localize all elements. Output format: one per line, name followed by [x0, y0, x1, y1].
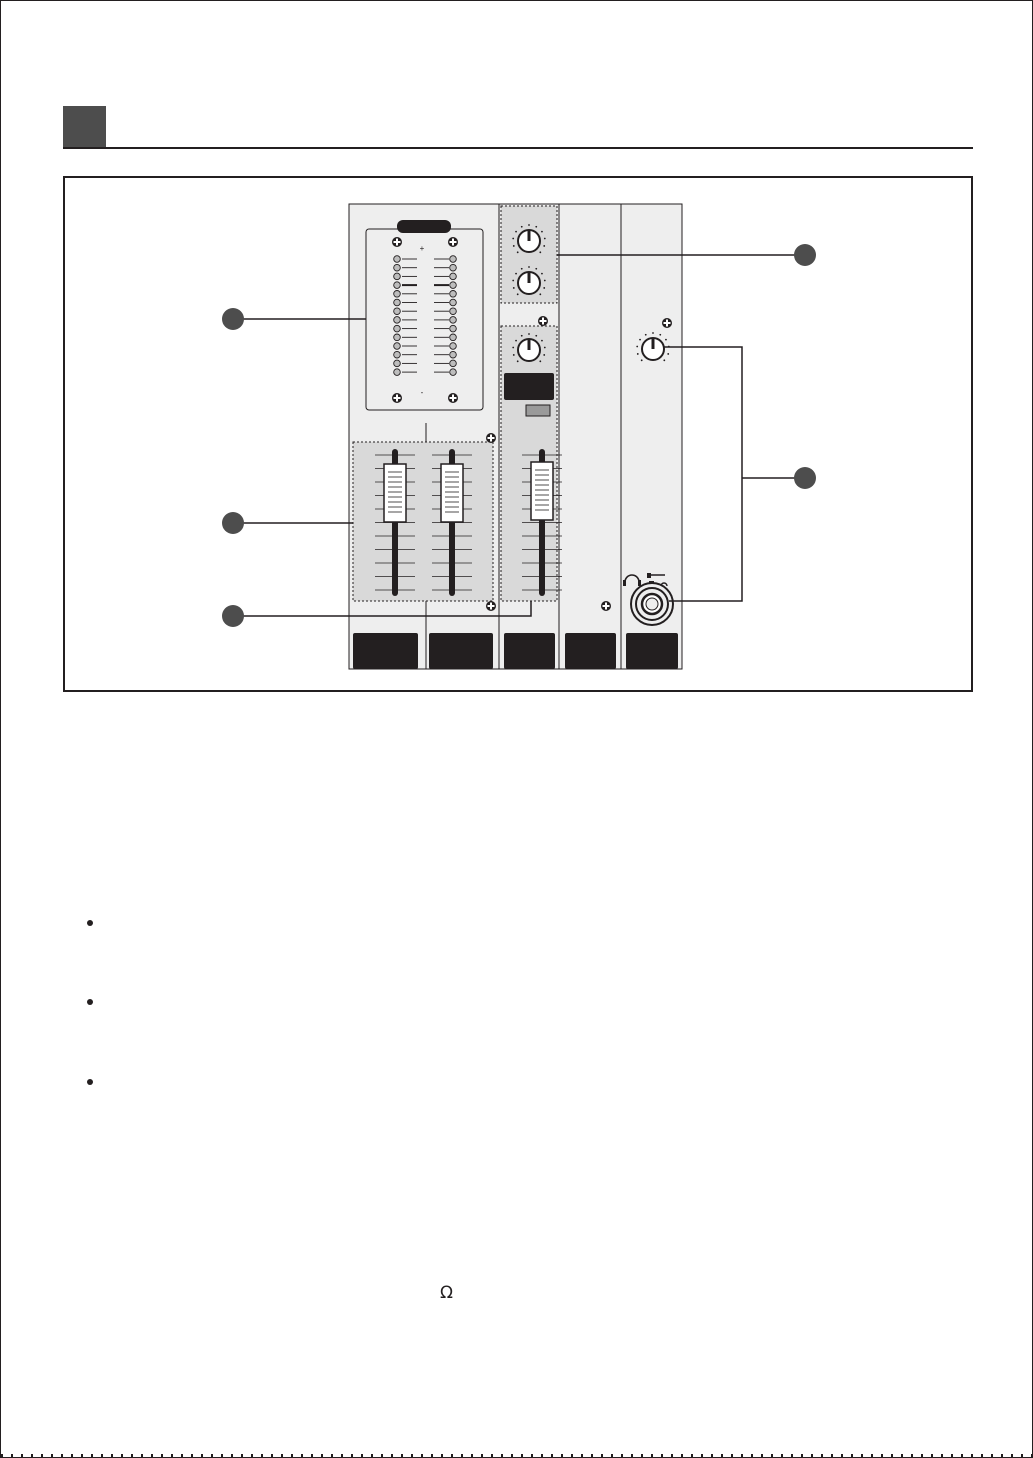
screw-icon [392, 393, 402, 403]
meter-led-left [394, 369, 401, 376]
meter-led-left [394, 299, 401, 306]
meter-led-left [394, 360, 401, 367]
meter-led-right [450, 360, 457, 367]
meter-led-left [394, 273, 401, 280]
callout-marker [794, 467, 816, 489]
meter-led-right [450, 343, 457, 350]
callout-marker [794, 244, 816, 266]
meter-led-right [450, 273, 457, 280]
screw-icon [448, 237, 458, 247]
meter-led-left [394, 325, 401, 332]
callout-marker [222, 605, 244, 627]
screw-icon [392, 237, 402, 247]
meter-led-right [450, 299, 457, 306]
level-meter-panel [366, 229, 483, 410]
meter-led-left [394, 308, 401, 315]
meter-led-left [394, 334, 401, 341]
meter-led-right [450, 317, 457, 324]
meter-led-right [450, 256, 457, 263]
screw-icon [601, 601, 611, 611]
aux-display [504, 373, 554, 400]
mixer-panel-illustration [1, 1, 1033, 721]
meter-led-right [450, 308, 457, 315]
callout-marker [222, 308, 244, 330]
meter-led-left [394, 343, 401, 350]
channel-select-button [626, 633, 678, 669]
callout-marker [222, 512, 244, 534]
meter-label-badge [397, 220, 451, 233]
meter-led-right [450, 291, 457, 298]
screw-icon [538, 316, 548, 326]
screw-icon [486, 601, 496, 611]
meter-led-left [394, 291, 401, 298]
aux-indicator [526, 405, 550, 416]
meter-plus-mark: + [419, 244, 425, 253]
meter-led-right [450, 282, 457, 289]
meter-led-left [394, 264, 401, 271]
meter-minus-mark: - [420, 388, 424, 397]
screw-icon [486, 433, 496, 443]
meter-led-right [450, 325, 457, 332]
channel-select-button [565, 633, 616, 669]
meter-led-right [450, 264, 457, 271]
screw-icon [662, 318, 672, 328]
main-fader-zone [353, 442, 493, 601]
meter-led-left [394, 317, 401, 324]
channel-select-button [353, 633, 418, 669]
screw-icon [448, 393, 458, 403]
meter-led-left [394, 282, 401, 289]
meter-led-left [394, 351, 401, 358]
channel-select-button [504, 633, 555, 669]
bullet-dot [87, 920, 93, 926]
meter-led-right [450, 369, 457, 376]
ohm-symbol: Ω [440, 1283, 453, 1303]
bullet-dot [87, 999, 93, 1005]
meter-led-right [450, 351, 457, 358]
meter-led-right [450, 334, 457, 341]
meter-led-left [394, 256, 401, 263]
page-bottom-dotted-edge [1, 1454, 1032, 1457]
channel-select-button [429, 633, 493, 669]
bullet-dot [87, 1079, 93, 1085]
